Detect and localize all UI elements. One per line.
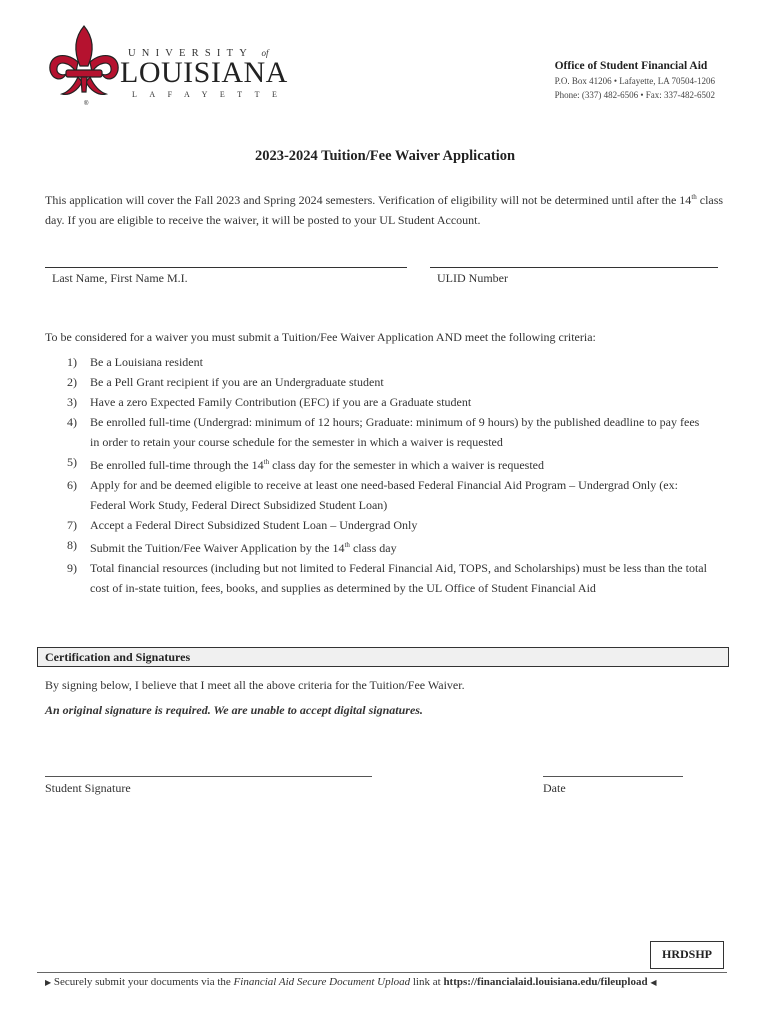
university-logo: [44, 22, 290, 108]
triangle-left-icon: ◀: [650, 977, 657, 987]
fleur-de-lis-icon: [44, 22, 128, 108]
criteria-intro: To be considered for a waiver you must submit a Tuition/Fee Waiver Application AND meet the following criteria:: [45, 330, 596, 344]
office-address: P.O. Box 41206 • Lafayette, LA 70504-1206: [554, 76, 715, 86]
original-signature-note: An original signature is required. We are unable to accept digital signatures.: [45, 703, 423, 717]
list-item: 4) Be enrolled full-time (Undergrad: minimum of 12 hours; Graduate: minimum of 9 hours) by the published deadline to pay fees in order to retain your course schedule for the semester in which a waiver is requested: [67, 415, 700, 449]
upload-url-link[interactable]: https://financialaid.louisiana.edu/fileupload: [443, 976, 648, 988]
list-item: 3) Have a zero Expected Family Contribution (EFC) if you are a Graduate student: [67, 395, 472, 409]
office-contact-block: [555, 60, 715, 100]
list-item: 6) Apply for and be deemed eligible to receive at least one need-based Federal Financial Aid Program – Undergrad Only (ex: Federal Work Study, Federal Direct Subsidized Student Loan): [67, 478, 678, 512]
list-item: 5) Be enrolled full-time through the 14th class day for the semester in which a waiver is requested: [67, 455, 544, 472]
name-field-label: Last Name, First Name M.I.: [52, 271, 188, 285]
list-item: 7) Accept a Federal Direct Subsidized Student Loan – Undergrad Only: [67, 518, 418, 532]
svg-text:®: ®: [84, 101, 89, 107]
upload-link-name: Financial Aid Secure Document Upload: [233, 976, 411, 988]
criteria-list: [45, 352, 710, 598]
footer-note: ▶ Securely submit your documents via the Financial Aid Secure Document Upload link at https://financialaid.louisiana.edu/fileupload ◀: [45, 976, 657, 988]
signature-input-line[interactable]: [45, 776, 372, 777]
certification-heading-bar: [37, 647, 729, 667]
document-title: 2023-2024 Tuition/Fee Waiver Application: [254, 148, 516, 164]
ulid-field-label: ULID Number: [437, 271, 508, 285]
footer-divider: [37, 972, 727, 973]
signature-label: Student Signature: [45, 781, 131, 795]
office-phone: Phone: (337) 482-6506 • Fax: 337-482-6502: [554, 90, 715, 100]
certification-statement: By signing below, I believe that I meet all the above criteria for the Tuition/Fee Waiver.: [45, 678, 465, 692]
ulid-input-line[interactable]: [430, 267, 718, 268]
intro-paragraph: This application will cover the Fall 2023 and Spring 2024 semesters. Verification of eligibility will not be determined until after the 14th class day. If you are eligible to receive the waiver, it will be posted to your UL Student Account.: [45, 193, 724, 227]
list-item: 8) Submit the Tuition/Fee Waiver Application by the 14th class day: [67, 538, 397, 555]
date-input-line[interactable]: [543, 776, 683, 777]
office-name: Office of Student Financial Aid: [554, 60, 708, 72]
list-item: 2) Be a Pell Grant recipient if you are an Undergraduate student: [67, 375, 384, 389]
logo-louisiana-text: LOUISIANA: [120, 56, 288, 89]
list-item: 1) Be a Louisiana resident: [67, 355, 203, 369]
certification-heading: Certification and Signatures: [45, 650, 191, 664]
logo-university-text: UNIVERSITY of: [128, 48, 269, 59]
logo-lafayette-text: LAFAYETTE: [132, 90, 290, 99]
form-code-box: HRDSHP: [650, 941, 724, 969]
triangle-right-icon: ▶: [45, 977, 52, 987]
name-input-line[interactable]: [45, 267, 407, 268]
list-item: 9) Total financial resources (including but not limited to Federal Financial Aid, TOPS, and Scholarships) must be less than the total cost of in-state tuition, fees, books, and supplies as determined by the UL Office of Student Financial Aid: [67, 561, 707, 595]
date-label: Date: [543, 781, 566, 795]
